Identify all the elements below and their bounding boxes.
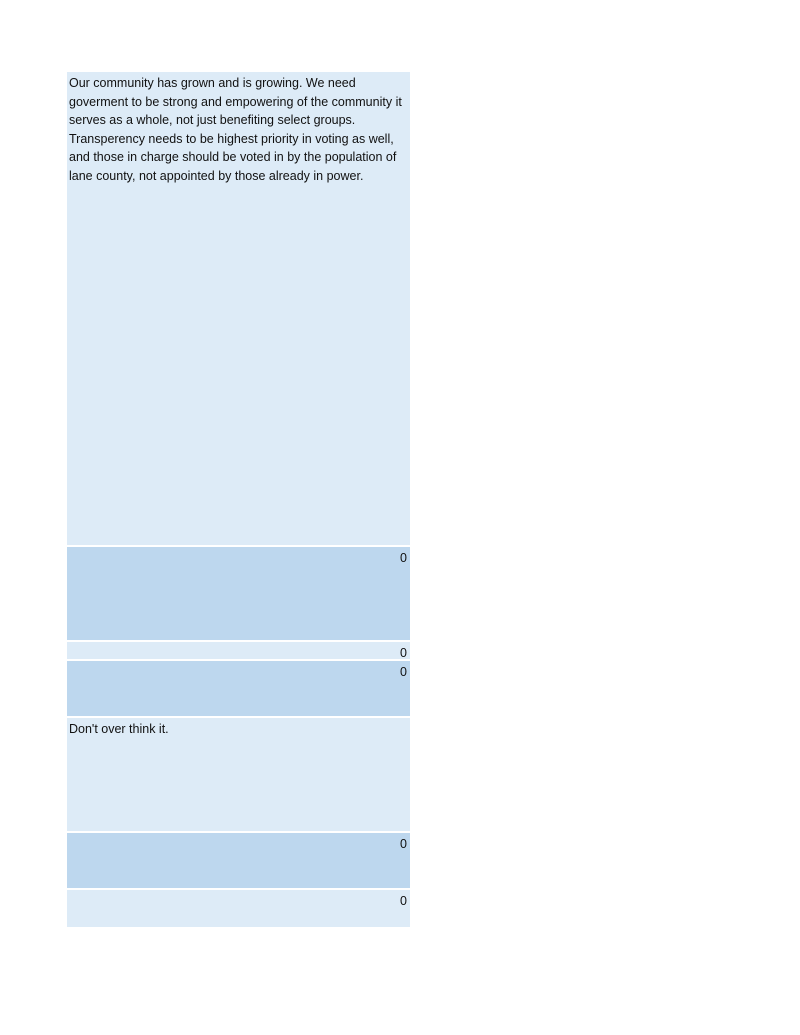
cell-count-4[interactable] — [67, 833, 410, 890]
cell-count-5[interactable] — [67, 890, 410, 927]
cell-comment-2[interactable] — [67, 718, 410, 833]
cell-comment-1[interactable] — [67, 72, 410, 547]
cell-value: 0 — [400, 894, 407, 908]
spreadsheet-column — [67, 72, 410, 927]
cell-text: Don't over think it. — [69, 722, 169, 736]
cell-count-1[interactable] — [67, 547, 410, 642]
cell-count-3[interactable] — [67, 661, 410, 718]
cell-value: 0 — [400, 551, 407, 565]
cell-value: 0 — [400, 646, 407, 660]
cell-value: 0 — [400, 665, 407, 679]
cell-text: Our community has grown and is growing. We need goverment to be strong and empowering of the community it serves as a whole, not just benefiting select groups. Transperency needs to be highest priority in voting as well, and those in charge should be voted in by the population of lane county, not appointed by those already in power. — [69, 76, 402, 183]
cell-count-2[interactable] — [67, 642, 410, 661]
cell-value: 0 — [400, 837, 407, 851]
